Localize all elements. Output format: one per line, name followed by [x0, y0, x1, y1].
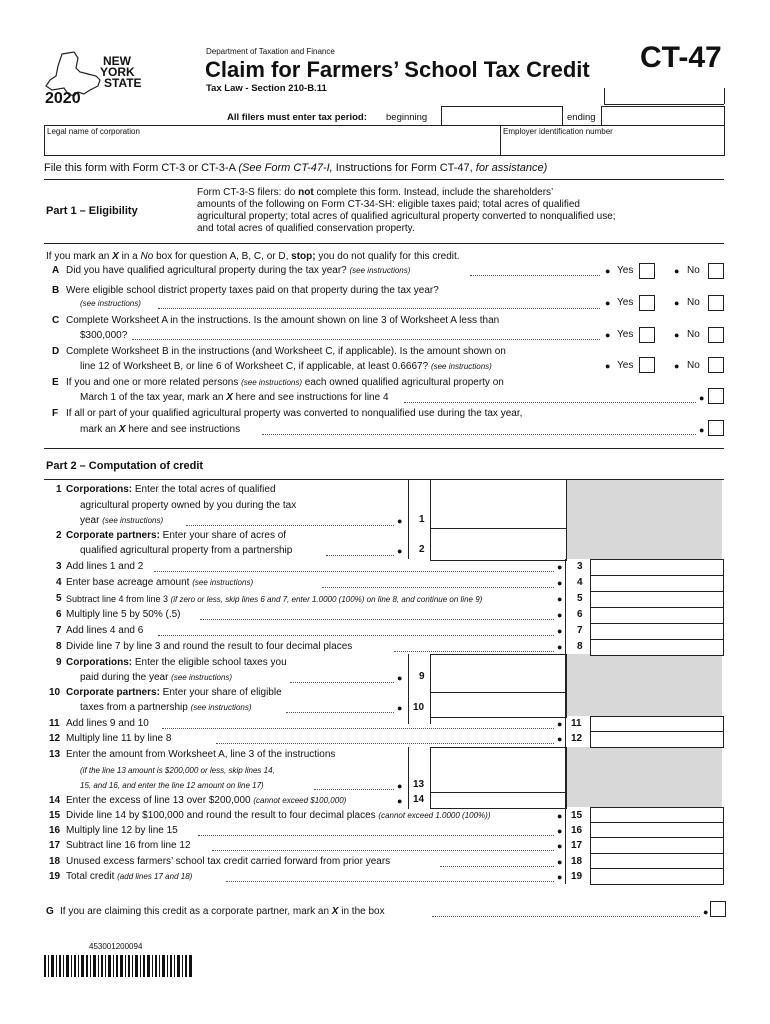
line-8-box-label: 8 [577, 641, 583, 652]
question-b-yes-checkbox[interactable] [639, 295, 655, 311]
question-e-letter: E [52, 377, 59, 388]
question-a-text: Did you have qualified agricultural property during the tax year? (see instructions) [66, 265, 411, 276]
line-10-bullet: ● [397, 703, 403, 713]
line-17-text: Subtract line 16 from line 12 [66, 840, 191, 851]
line-14-amount-field[interactable] [430, 792, 567, 809]
period-beginning-field[interactable] [441, 106, 563, 127]
line-19-amount-field[interactable] [590, 868, 724, 885]
line-7-amount-field[interactable] [590, 623, 724, 640]
line-5-text: Subtract line 4 from line 3 (if zero or less, skip lines 6 and 7, enter 1.0000 (100%) on line 8, and continue on line 9) [66, 594, 483, 604]
line-10-text: Corporate partners: Enter your share of eligible [66, 687, 282, 698]
line-16-bullet: ● [557, 826, 563, 836]
question-b-letter: B [52, 285, 60, 296]
question-c-no-checkbox[interactable] [708, 327, 724, 343]
line-15-text: Divide line 14 by $100,000 and round the result to four decimal places (cannot exceed 1.0000 (100%)) [66, 810, 491, 821]
question-c-yes-checkbox[interactable] [639, 327, 655, 343]
line-10-number: 10 [49, 687, 61, 698]
question-a-letter: A [52, 265, 60, 276]
line-7-box-label: 7 [577, 625, 583, 636]
line-9-number: 9 [56, 657, 62, 668]
question-b-no-label: No [687, 297, 700, 308]
question-d-text-2: line 12 of Worksheet B, or line 6 of Worksheet C, if applicable, at least 0.6667? (see instructions) [80, 361, 492, 372]
line-6-box-label: 6 [577, 609, 583, 620]
line-17-amount-field[interactable] [590, 837, 724, 854]
bullet-c-no: ● [674, 330, 680, 340]
line-1-number: 1 [56, 484, 62, 495]
line-8-number: 8 [56, 641, 62, 652]
line-19-box-label: 19 [571, 871, 583, 882]
line-18-box-label: 18 [571, 856, 583, 867]
line-1-text-3: year (see instructions) [80, 515, 164, 526]
part1-intro: If you mark an X in a No box for question A, B, C, or D, stop; you do not qualify for this credit. [46, 251, 460, 262]
line-4-bullet: ● [557, 578, 563, 588]
line-13-text-3: 15, and 16, and enter the line 12 amount on line 17) [80, 781, 264, 790]
question-e-text-2: March 1 of the tax year, mark an X here and see instructions for line 4 [80, 392, 389, 403]
line-3-amount-field[interactable] [590, 559, 724, 576]
period-beginning-label: beginning [386, 112, 428, 123]
question-f-letter: F [52, 408, 59, 419]
bullet-d-no: ● [674, 361, 680, 371]
line-6-bullet: ● [557, 610, 563, 620]
line-5-box-label: 5 [577, 593, 583, 604]
line-15-bullet: ● [557, 811, 563, 821]
line-17-box-label: 17 [571, 840, 583, 851]
line-2-box-label: 2 [419, 544, 425, 555]
question-a-no-checkbox[interactable] [708, 263, 724, 279]
part1-note-line4: and total acres of qualified conservation property. [197, 223, 415, 234]
line-18-text: Unused excess farmers’ school tax credit carried forward from prior years [66, 856, 391, 867]
line-9-text: Corporations: Enter the eligible school taxes you [66, 657, 287, 668]
line-4-number: 4 [56, 577, 62, 588]
question-d-no-checkbox[interactable] [708, 357, 724, 373]
line-19-bullet: ● [557, 872, 563, 882]
period-ending-label: ending [567, 112, 596, 123]
part1-title: Part 1 – Eligibility [46, 205, 138, 217]
form-title: Claim for Farmers’ School Tax Credit [205, 57, 590, 82]
line-4-box-label: 4 [577, 577, 583, 588]
part1-note-line3: agricultural property; total acres of qualified agricultural property converted to nonqualified use; [197, 211, 616, 222]
line-8-bullet: ● [557, 642, 563, 652]
part1-note-line2: amounts of the following on Form CT-34-SH: eligible taxes paid; total acres of qualified [197, 199, 580, 210]
bullet-d-yes: ● [605, 361, 611, 371]
bullet-g: ● [703, 907, 709, 917]
line-14-bullet: ● [397, 796, 403, 806]
line-13-box-label: 13 [413, 779, 425, 790]
line-7-bullet: ● [557, 626, 563, 636]
line-12-box-label: 12 [571, 733, 583, 744]
question-g-checkbox[interactable] [710, 901, 726, 917]
line-11-bullet: ● [557, 719, 563, 729]
line-16-box-label: 16 [571, 825, 583, 836]
question-c-no-label: No [687, 329, 700, 340]
shaded-area-lines-13-14 [567, 747, 722, 807]
tax-period-label: All filers must enter tax period: [227, 112, 367, 123]
line-18-bullet: ● [557, 857, 563, 867]
line-13-amount-field[interactable] [430, 747, 567, 794]
line-11-number: 11 [49, 718, 60, 729]
question-d-no-label: No [687, 360, 700, 371]
corporation-name-label: Legal name of corporation [47, 127, 140, 136]
line-15-box-label: 15 [571, 810, 583, 821]
line-8-amount-field[interactable] [590, 639, 724, 656]
line-3-bullet: ● [557, 562, 563, 572]
line-19-text: Total credit (add lines 17 and 18) [66, 871, 193, 882]
question-c-text: Complete Worksheet A in the instructions. Is the amount shown on line 3 of Worksheet A less than [66, 315, 500, 326]
bullet-b-yes: ● [605, 298, 611, 308]
question-d-yes-label: Yes [617, 360, 634, 371]
line-5-number: 5 [56, 593, 62, 604]
tax-law-reference: Tax Law - Section 210-B.11 [206, 83, 327, 94]
line-12-text: Multiply line 11 by line 8 [66, 733, 172, 744]
part1-note-line1: Form CT-3-S filers: do not complete this form. Instead, include the shareholders’ [197, 187, 554, 198]
question-b-no-checkbox[interactable] [708, 295, 724, 311]
question-a-yes-checkbox[interactable] [639, 263, 655, 279]
line-1-box-label: 1 [419, 514, 425, 525]
bullet-b-no: ● [674, 298, 680, 308]
line-16-text: Multiply line 12 by line 15 [66, 825, 178, 836]
line-2-bullet: ● [397, 546, 403, 556]
line-1-amount-field[interactable] [430, 480, 567, 529]
line-14-text: Enter the excess of line 13 over $200,000 (cannot exceed $100,000) [66, 795, 347, 806]
bullet-a-no: ● [674, 266, 680, 276]
question-a-yes-label: Yes [617, 265, 634, 276]
form-barcode-number: 453001200094 [89, 942, 143, 951]
shaded-area-lines-9-10 [567, 654, 722, 716]
line-6-text: Multiply line 5 by 50% (.5) [66, 609, 181, 620]
part2-title: Part 2 – Computation of credit [46, 460, 204, 472]
line-12-amount-field[interactable] [590, 731, 724, 748]
question-c-letter: C [52, 315, 60, 326]
bullet-f: ● [699, 425, 705, 435]
question-g-text: If you are claiming this credit as a corporate partner, mark an X in the box [60, 906, 385, 917]
line-4-text: Enter base acreage amount (see instructions) [66, 577, 254, 588]
line-6-number: 6 [56, 609, 62, 620]
line-14-number: 14 [49, 795, 61, 806]
line-19-number: 19 [49, 871, 61, 882]
period-ending-field[interactable] [601, 106, 725, 127]
line-2-amount-field[interactable] [430, 528, 567, 561]
line-5-bullet: ● [557, 594, 563, 604]
line-2-text: Corporate partners: Enter your share of acres of [66, 530, 287, 541]
state-line-york: YORK [100, 65, 135, 79]
line-8-text: Divide line 7 by line 3 and round the result to four decimal places [66, 641, 353, 652]
line-10-amount-field[interactable] [430, 692, 567, 718]
question-b-note: (see instructions) [80, 299, 141, 308]
shaded-area-lines-1-2 [567, 480, 722, 559]
line-17-bullet: ● [557, 841, 563, 851]
bullet-c-yes: ● [605, 330, 611, 340]
tax-year: 2020 [45, 90, 81, 107]
line-6-amount-field[interactable] [590, 607, 724, 624]
question-a-no-label: No [687, 265, 700, 276]
line-18-number: 18 [49, 856, 61, 867]
line-9-box-label: 9 [419, 671, 425, 682]
line-1-text: Corporations: Enter the total acres of qualified [66, 484, 276, 495]
form-number: CT-47 [640, 41, 722, 74]
line-12-number: 12 [49, 733, 61, 744]
line-2-number: 2 [56, 530, 62, 541]
question-f-checkbox[interactable] [708, 420, 724, 436]
line-1-bullet: ● [397, 516, 403, 526]
line-13-number: 13 [49, 749, 61, 760]
line-13-text: Enter the amount from Worksheet A, line 3 of the instructions [66, 749, 336, 760]
line-3-box-label: 3 [577, 561, 583, 572]
question-c-text-2: $300,000? [80, 330, 128, 341]
question-b-text: Were eligible school district property taxes paid on that property during the tax year? [66, 285, 439, 296]
line-11-box-label: 11 [571, 718, 582, 729]
department-name: Department of Taxation and Finance [206, 47, 335, 56]
line-3-number: 3 [56, 561, 62, 572]
question-e-text: If you and one or more related persons (see instructions) each owned qualified agricultural property on [66, 377, 504, 388]
line-9-amount-field[interactable] [430, 654, 567, 694]
line-17-number: 17 [49, 840, 61, 851]
line-9-text-2: paid during the year (see instructions) [80, 672, 233, 683]
question-f-text: If all or part of your qualified agricultural property was converted to nonqualified use during the tax year, [66, 408, 523, 419]
question-d-letter: D [52, 346, 60, 357]
line-14-box-label: 14 [413, 794, 425, 805]
question-e-checkbox[interactable] [708, 388, 724, 404]
bullet-a-yes: ● [605, 266, 611, 276]
ein-label: Employer identification number [503, 127, 613, 136]
line-1-text-2: agricultural property owned by you during the tax [80, 500, 297, 511]
barcode [44, 955, 194, 977]
state-line-new: NEW [103, 54, 131, 68]
question-f-text-2: mark an X here and see instructions [80, 424, 241, 435]
line-13-bullet: ● [397, 781, 403, 791]
line-7-text: Add lines 4 and 6 [66, 625, 144, 636]
question-c-yes-label: Yes [617, 329, 634, 340]
line-10-text-2: taxes from a partnership (see instructions) [80, 702, 252, 713]
file-with-instruction: File this form with Form CT-3 or CT-3-A (See Form CT-47-I, Instructions for Form CT-47, for assistance) [44, 162, 548, 174]
line-16-number: 16 [49, 825, 61, 836]
question-g-letter: G [46, 906, 54, 917]
line-12-bullet: ● [557, 734, 563, 744]
line-7-number: 7 [56, 625, 62, 636]
question-b-yes-label: Yes [617, 297, 634, 308]
question-d-yes-checkbox[interactable] [639, 357, 655, 373]
line-9-bullet: ● [397, 673, 403, 683]
line-15-number: 15 [49, 810, 61, 821]
line-3-text: Add lines 1 and 2 [66, 561, 144, 572]
state-line-state: STATE [104, 76, 142, 90]
line-2-text-2: qualified agricultural property from a partnership [80, 545, 293, 556]
question-d-text: Complete Worksheet B in the instructions (and Worksheet C, if applicable). Is the amount shown on [66, 346, 506, 357]
line-10-box-label: 10 [413, 702, 425, 713]
bullet-e: ● [699, 393, 705, 403]
line-11-text: Add lines 9 and 10 [66, 718, 149, 729]
line-5-amount-field[interactable] [590, 591, 724, 608]
line-4-amount-field[interactable] [590, 575, 724, 592]
line-13-text-2: (if the line 13 amount is $200,000 or less, skip lines 14, [80, 766, 275, 775]
